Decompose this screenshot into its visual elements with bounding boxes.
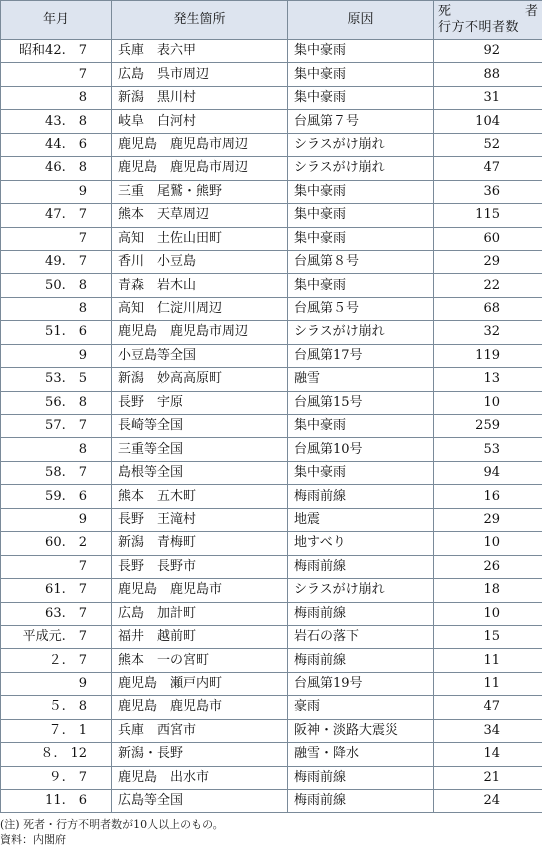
table-row bbox=[1, 157, 542, 180]
cell-cause: 梅雨前線 bbox=[288, 555, 434, 578]
notes bbox=[0, 813, 542, 847]
header-casualties bbox=[434, 1, 542, 40]
cell-cause: 地すべり bbox=[288, 532, 434, 555]
table-row bbox=[1, 133, 542, 156]
cell-casualties: 47 bbox=[434, 696, 542, 719]
table-row bbox=[1, 672, 542, 695]
cell-date: 7 bbox=[1, 63, 112, 86]
cell-date: ９. 7 bbox=[1, 766, 112, 789]
cell-casualties: 22 bbox=[434, 274, 542, 297]
table-row bbox=[1, 790, 542, 813]
cell-casualties: 11 bbox=[434, 649, 542, 672]
table-row bbox=[1, 180, 542, 203]
cell-place: 島根等全国 bbox=[112, 461, 288, 484]
cell-casualties: 24 bbox=[434, 790, 542, 813]
cell-casualties: 68 bbox=[434, 297, 542, 320]
cell-cause: 梅雨前線 bbox=[288, 790, 434, 813]
cell-cause: 集中豪雨 bbox=[288, 461, 434, 484]
cell-place: 福井 越前町 bbox=[112, 625, 288, 648]
cell-place: 熊本 一の宮町 bbox=[112, 649, 288, 672]
table-row bbox=[1, 391, 542, 414]
table-row bbox=[1, 227, 542, 250]
cell-place: 長野 王滝村 bbox=[112, 508, 288, 531]
cell-cause: 台風第５号 bbox=[288, 297, 434, 320]
cell-date: 8 bbox=[1, 297, 112, 320]
cell-place: 香川 小豆島 bbox=[112, 250, 288, 273]
cell-casualties: 115 bbox=[434, 204, 542, 227]
cell-cause: 台風第17号 bbox=[288, 344, 434, 367]
table-row bbox=[1, 40, 542, 63]
table-row bbox=[1, 438, 542, 461]
cell-place: 鹿児島 出水市 bbox=[112, 766, 288, 789]
cell-cause: シラスがけ崩れ bbox=[288, 321, 434, 344]
table-row bbox=[1, 485, 542, 508]
cell-casualties: 31 bbox=[434, 86, 542, 109]
table-row bbox=[1, 274, 542, 297]
cell-place: 広島 加計町 bbox=[112, 602, 288, 625]
cell-date: 49. 7 bbox=[1, 250, 112, 273]
cell-date: ８. 12 bbox=[1, 743, 112, 766]
cell-place: 熊本 五木町 bbox=[112, 485, 288, 508]
cell-place: 三重 尾鷲・熊野 bbox=[112, 180, 288, 203]
cell-date: 51. 6 bbox=[1, 321, 112, 344]
header-place: 発生箇所 bbox=[112, 1, 288, 40]
cell-place: 長野 長野市 bbox=[112, 555, 288, 578]
cell-casualties: 18 bbox=[434, 579, 542, 602]
cell-date: 44. 6 bbox=[1, 133, 112, 156]
cell-casualties: 10 bbox=[434, 602, 542, 625]
cell-casualties: 13 bbox=[434, 368, 542, 391]
cell-cause: 集中豪雨 bbox=[288, 63, 434, 86]
cell-date: 50. 8 bbox=[1, 274, 112, 297]
cell-casualties: 259 bbox=[434, 415, 542, 438]
cell-casualties: 88 bbox=[434, 63, 542, 86]
cell-casualties: 21 bbox=[434, 766, 542, 789]
cell-place: 岐阜 白河村 bbox=[112, 110, 288, 133]
cell-place: 広島等全国 bbox=[112, 790, 288, 813]
cell-date: 58. 7 bbox=[1, 461, 112, 484]
table-row bbox=[1, 719, 542, 742]
table-row bbox=[1, 602, 542, 625]
cell-casualties: 15 bbox=[434, 625, 542, 648]
cell-casualties: 92 bbox=[434, 40, 542, 63]
cell-place: 新潟・長野 bbox=[112, 743, 288, 766]
cell-date: 9 bbox=[1, 180, 112, 203]
cell-place: 鹿児島 鹿児島市 bbox=[112, 579, 288, 602]
cell-cause: 集中豪雨 bbox=[288, 86, 434, 109]
cell-place: 高知 仁淀川周辺 bbox=[112, 297, 288, 320]
table-row bbox=[1, 696, 542, 719]
header-date: 年月 bbox=[1, 1, 112, 40]
header-cause: 原因 bbox=[288, 1, 434, 40]
cell-cause: 融雪 bbox=[288, 368, 434, 391]
source-note: 資料：内閣府 bbox=[0, 833, 66, 847]
cell-cause: シラスがけ崩れ bbox=[288, 133, 434, 156]
cell-cause: 豪雨 bbox=[288, 696, 434, 719]
cell-place: 広島 呉市周辺 bbox=[112, 63, 288, 86]
cell-cause: 集中豪雨 bbox=[288, 40, 434, 63]
table-row bbox=[1, 532, 542, 555]
cell-date: 9 bbox=[1, 672, 112, 695]
cell-casualties: 34 bbox=[434, 719, 542, 742]
cell-date: 63. 7 bbox=[1, 602, 112, 625]
table-row bbox=[1, 86, 542, 109]
cell-cause: 台風第10号 bbox=[288, 438, 434, 461]
table-row bbox=[1, 63, 542, 86]
cell-casualties: 94 bbox=[434, 461, 542, 484]
cell-casualties: 11 bbox=[434, 672, 542, 695]
cell-place: 新潟 妙高高原町 bbox=[112, 368, 288, 391]
cell-date: 7 bbox=[1, 555, 112, 578]
cell-place: 長野 宇原 bbox=[112, 391, 288, 414]
table-row bbox=[1, 110, 542, 133]
cell-cause: 台風第19号 bbox=[288, 672, 434, 695]
cell-casualties: 10 bbox=[434, 391, 542, 414]
cell-place: 高知 土佐山田町 bbox=[112, 227, 288, 250]
table-row bbox=[1, 321, 542, 344]
cell-place: 青森 岩木山 bbox=[112, 274, 288, 297]
cell-cause: シラスがけ崩れ bbox=[288, 157, 434, 180]
cell-cause: 集中豪雨 bbox=[288, 180, 434, 203]
table-row bbox=[1, 649, 542, 672]
cell-place: 兵庫 西宮市 bbox=[112, 719, 288, 742]
cell-date: ２. 7 bbox=[1, 649, 112, 672]
table-row bbox=[1, 344, 542, 367]
table-header bbox=[1, 1, 542, 40]
table-row bbox=[1, 579, 542, 602]
cell-cause: 台風第15号 bbox=[288, 391, 434, 414]
table-row bbox=[1, 743, 542, 766]
cell-cause: 地震 bbox=[288, 508, 434, 531]
cell-casualties: 119 bbox=[434, 344, 542, 367]
cell-cause: 梅雨前線 bbox=[288, 602, 434, 625]
cell-cause: 岩石の落下 bbox=[288, 625, 434, 648]
cell-casualties: 26 bbox=[434, 555, 542, 578]
table-row bbox=[1, 555, 542, 578]
cell-date: 8 bbox=[1, 86, 112, 109]
cell-place: 鹿児島 鹿児島市周辺 bbox=[112, 133, 288, 156]
cell-date: 9 bbox=[1, 344, 112, 367]
cell-cause: 融雪・降水 bbox=[288, 743, 434, 766]
cell-date: 56. 8 bbox=[1, 391, 112, 414]
cell-casualties: 53 bbox=[434, 438, 542, 461]
cell-date: 9 bbox=[1, 508, 112, 531]
table-row bbox=[1, 368, 542, 391]
cell-cause: 梅雨前線 bbox=[288, 649, 434, 672]
cell-place: 鹿児島 鹿児島市周辺 bbox=[112, 157, 288, 180]
cell-date: 60. 2 bbox=[1, 532, 112, 555]
cell-date: 57. 7 bbox=[1, 415, 112, 438]
cell-place: 新潟 青梅町 bbox=[112, 532, 288, 555]
cell-date: 61. 7 bbox=[1, 579, 112, 602]
cell-place: 兵庫 表六甲 bbox=[112, 40, 288, 63]
footnote: (注) 死者・行方不明者数が10人以上のもの。 bbox=[0, 818, 224, 832]
cell-casualties: 32 bbox=[434, 321, 542, 344]
table-row bbox=[1, 766, 542, 789]
cell-cause: 梅雨前線 bbox=[288, 766, 434, 789]
cell-place: 鹿児島 鹿児島市 bbox=[112, 696, 288, 719]
header-row bbox=[1, 1, 542, 40]
cell-date: 11. 6 bbox=[1, 790, 112, 813]
cell-place: 熊本 天草周辺 bbox=[112, 204, 288, 227]
cell-cause: 台風第７号 bbox=[288, 110, 434, 133]
cell-date: 43. 8 bbox=[1, 110, 112, 133]
cell-place: 鹿児島 鹿児島市周辺 bbox=[112, 321, 288, 344]
cell-casualties: 36 bbox=[434, 180, 542, 203]
cell-cause: シラスがけ崩れ bbox=[288, 579, 434, 602]
cell-cause: 集中豪雨 bbox=[288, 227, 434, 250]
cell-place: 新潟 黒川村 bbox=[112, 86, 288, 109]
cell-date: 46. 8 bbox=[1, 157, 112, 180]
table-row bbox=[1, 297, 542, 320]
cell-date: 昭和42. 7 bbox=[1, 40, 112, 63]
cell-casualties: 60 bbox=[434, 227, 542, 250]
cell-cause: 集中豪雨 bbox=[288, 274, 434, 297]
cell-date: 8 bbox=[1, 438, 112, 461]
header-casualties-line1: 死 者 bbox=[438, 4, 538, 19]
cell-cause: 集中豪雨 bbox=[288, 415, 434, 438]
cell-cause: 集中豪雨 bbox=[288, 204, 434, 227]
cell-cause: 台風第８号 bbox=[288, 250, 434, 273]
table-row bbox=[1, 461, 542, 484]
table-row bbox=[1, 508, 542, 531]
cell-place: 長崎等全国 bbox=[112, 415, 288, 438]
cell-date: 47. 7 bbox=[1, 204, 112, 227]
cell-casualties: 52 bbox=[434, 133, 542, 156]
cell-place: 小豆島等全国 bbox=[112, 344, 288, 367]
table-row bbox=[1, 415, 542, 438]
cell-date: 平成元. 7 bbox=[1, 625, 112, 648]
cell-casualties: 29 bbox=[434, 508, 542, 531]
cell-date: 59. 6 bbox=[1, 485, 112, 508]
header-casualties-line2: 行方不明者数 bbox=[438, 20, 520, 35]
cell-casualties: 16 bbox=[434, 485, 542, 508]
cell-cause: 梅雨前線 bbox=[288, 485, 434, 508]
cell-cause: 阪神・淡路大震災 bbox=[288, 719, 434, 742]
cell-date: ５. 8 bbox=[1, 696, 112, 719]
cell-place: 鹿児島 瀬戸内町 bbox=[112, 672, 288, 695]
cell-casualties: 14 bbox=[434, 743, 542, 766]
cell-casualties: 47 bbox=[434, 157, 542, 180]
cell-date: 53. 5 bbox=[1, 368, 112, 391]
cell-date: ７. 1 bbox=[1, 719, 112, 742]
cell-casualties: 29 bbox=[434, 250, 542, 273]
cell-date: 7 bbox=[1, 227, 112, 250]
table-row bbox=[1, 204, 542, 227]
cell-place: 三重等全国 bbox=[112, 438, 288, 461]
table-row bbox=[1, 250, 542, 273]
cell-casualties: 104 bbox=[434, 110, 542, 133]
cell-casualties: 10 bbox=[434, 532, 542, 555]
table-body bbox=[1, 40, 542, 813]
table-row bbox=[1, 625, 542, 648]
